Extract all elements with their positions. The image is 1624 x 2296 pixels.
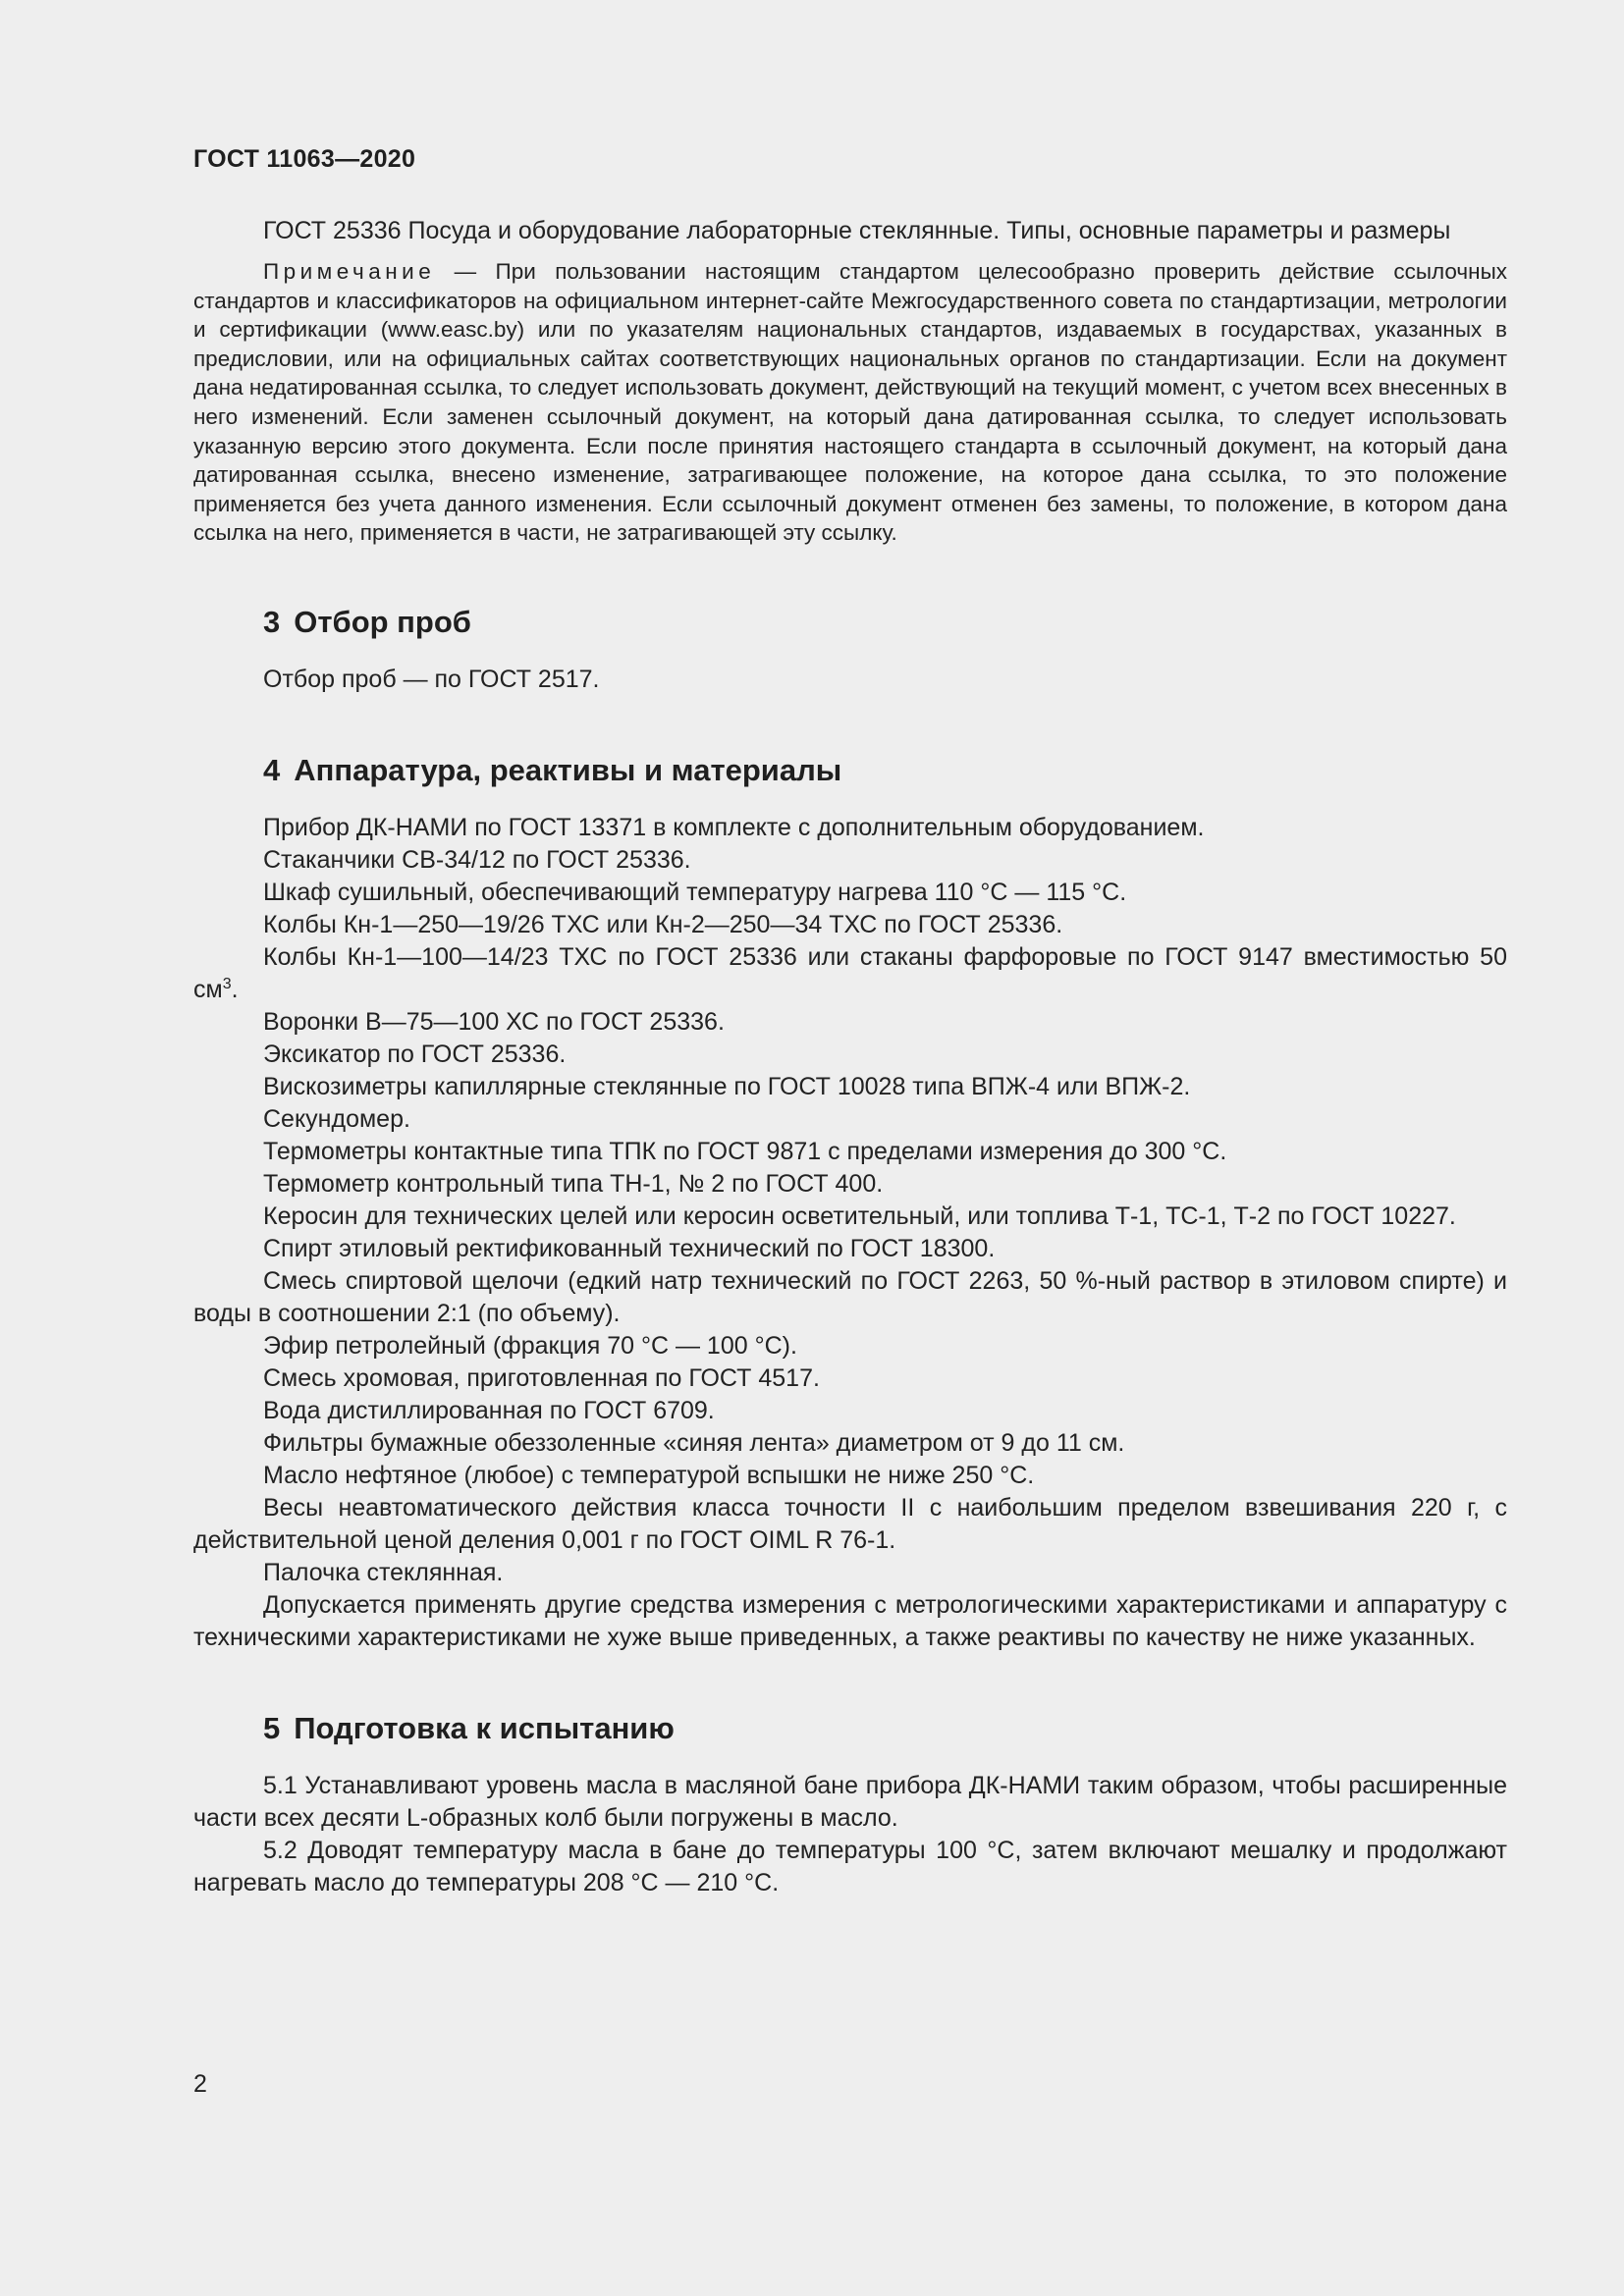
flasks-end: . [231,975,239,1003]
section-3-text: Отбор проб — по ГОСТ 2517. [263,665,600,693]
page-number: 2 [193,2070,207,2098]
clause-5-1: 5.1 Устанавливают уровень масла в масляной бане прибора ДК-НАМИ таким образом, чтобы расширенные части всех десяти L-образных колб были погружены в масло. [193,1771,1507,1832]
list-item [193,941,1507,1006]
list-item: Прибор ДК-НАМИ по ГОСТ 13371 в комплекте с дополнительным оборудованием. [263,813,1205,841]
list-item: Эксикатор по ГОСТ 25336. [263,1040,567,1068]
list-item: Палочка стеклянная. [263,1558,504,1586]
list-item: Керосин для технических целей или керосин осветительный, или топлива Т-1, ТС-1, Т-2 по ГОСТ 10227. [263,1201,1456,1230]
section-3-heading [263,605,1507,640]
section-4-number: 4 [263,752,281,787]
list-item: Секундомер. [263,1104,410,1133]
list-item: Смесь спиртовой щелочи (едкий натр технический по ГОСТ 2263, 50 %-ный раствор в этиловом спирте) и воды в соотношении 2:1 (по объему). [193,1266,1507,1327]
equipment-list [193,812,1507,1654]
page-content [193,145,1507,1899]
list-item: Вискозиметры капиллярные стеклянные по ГОСТ 10028 типа ВПЖ-4 или ВПЖ-2. [263,1072,1191,1100]
section-3-title: Отбор проб [294,604,471,639]
list-item: Стаканчики СВ-34/12 по ГОСТ 25336. [263,845,691,874]
list-item: Весы неавтоматического действия класса точности II с наибольшим пределом взвешивания 220 г, с действительной ценой деления 0,001 г по ГОСТ OIML R 76-1. [193,1493,1507,1554]
reference-entry: ГОСТ 25336 Посуда и оборудование лабораторные стеклянные. Типы, основные параметры и размеры [263,217,1451,244]
section-4-heading [263,753,1507,788]
note-paragraph [193,257,1507,548]
section-3-number: 3 [263,604,281,639]
list-item: Воронки В—75—100 ХС по ГОСТ 25336. [263,1007,725,1036]
list-item: Вода дистиллированная по ГОСТ 6709. [263,1396,715,1424]
list-item: Эфир петролейный (фракция 70 °С — 100 °С). [263,1331,797,1360]
list-item: Термометр контрольный типа ТН-1, № 2 по ГОСТ 400. [263,1169,884,1198]
list-item: Колбы Кн-1—250—19/26 ТХС или Кн-2—250—34 ТХС по ГОСТ 25336. [263,910,1063,938]
clause-5-2: 5.2 Доводят температуру масла в бане до температуры 100 °С, затем включают мешалку и продолжают нагревать масло до температуры 208 °С — 210 °С. [193,1836,1507,1896]
section-5-number: 5 [263,1710,281,1745]
list-item: Допускается применять другие средства измерения с метрологическими характеристиками и аппаратуру с техническими характеристиками не хуже выше приведенных, а также реактивы по качеству не ниже указанных. [193,1590,1507,1651]
list-item: Шкаф сушильный, обеспечивающий температуру нагрева 110 °С — 115 °С. [263,878,1127,906]
section-5-title: Подготовка к испытанию [294,1710,675,1745]
section-4-title: Аппаратура, реактивы и материалы [294,752,842,787]
flasks-text: Колбы Кн-1—100—14/23 ТХС по ГОСТ 25336 или стаканы фарфоровые по ГОСТ 9147 вместимостью 50 см [193,942,1507,1003]
list-item: Фильтры бумажные обеззоленные «синяя лента» диаметром от 9 до 11 см. [263,1428,1125,1457]
list-item: Спирт этиловый ректификованный технический по ГОСТ 18300. [263,1234,996,1262]
list-item: Масло нефтяное (любое) с температурой вспышки не ниже 250 °С. [263,1461,1035,1489]
note-text: — При пользовании настоящим стандартом целесообразно проверить действие ссылочных стандартов и классификаторов на официальном интернет-сайте Межгосударственного совета по стандартизации, метрологии и сертификации (www.easc.by) или по указателям национальных стандартов, издаваемых в государствах, указанных в предисловии, или на официальных сайтах соответствующих национальных органов по стандартизации. Если на документ дана недатированная ссылка, то следует использовать документ, действующий на текущий момент, с учетом всех внесенных в него изменений. Если заменен ссылочный документ, на который дана датированная ссылка, то следует использовать указанную версию этого документа. Если после принятия настоящего стандарта в ссылочный документ, на который дана датированная ссылка, внесено изменение, затрагивающее положение, на которое дана ссылка, то это положение применяется без учета данного изменения. Если ссылочный документ отменен без замены, то положение, в котором дана ссылка на него, применяется в части, не затрагивающей эту ссылку. [193,259,1507,546]
note-label: Примечание [263,259,436,284]
list-item: Смесь хромовая, приготовленная по ГОСТ 4517. [263,1363,820,1392]
superscript: 3 [222,975,232,992]
document-header: ГОСТ 11063—2020 [193,145,416,173]
section-5-heading [263,1711,1507,1746]
list-item: Термометры контактные типа ТПК по ГОСТ 9871 с пределами измерения до 300 °С. [263,1137,1227,1165]
